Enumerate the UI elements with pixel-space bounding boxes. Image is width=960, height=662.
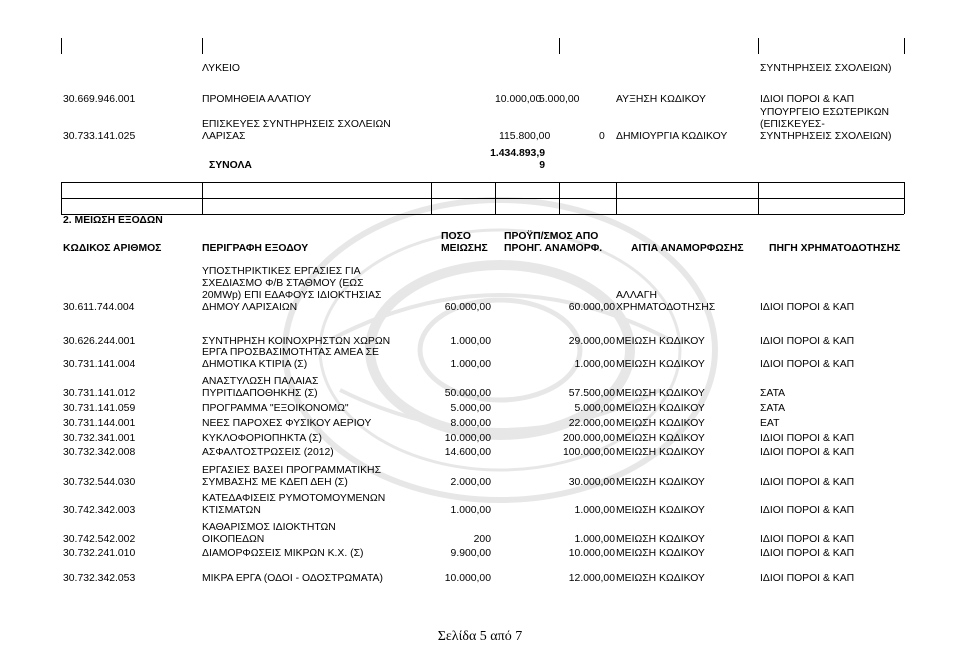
amount-cell: 1.000,00: [450, 359, 491, 371]
reason-cell: ΜΕΙΩΣΗ ΚΩΔΙΚΟΥ: [616, 447, 705, 459]
reason-cell: ΑΛΛΑΓΗ ΧΡΗΜΑΤΟΔΟΤΗΣΗΣ: [616, 290, 716, 314]
grid-vline: [61, 38, 62, 54]
section-title-row: [61, 213, 904, 227]
prev-budget-cell: 1.000,00: [574, 534, 615, 546]
desc-cell: ΚΑΤΕΔΑΦΙΣΕΙΣ ΡΥΜΟΤΟΜΟΥΜΕΝΩΝ ΚΤΙΣΜΑΤΩΝ: [202, 493, 386, 517]
amount-cell: 50.000,00: [444, 388, 491, 400]
section-title: 2. ΜΕΙΩΣΗ ΕΞΟΔΩΝ: [63, 215, 163, 227]
prev-budget-cell: 12.000,00: [568, 573, 615, 585]
funding-cell: ΙΔΙΟΙ ΠΟΡΟΙ & ΚΑΠ: [760, 573, 855, 585]
funding-cell: ΙΔΙΟΙ ΠΟΡΟΙ & ΚΑΠ: [760, 302, 855, 314]
funding-cell: ΙΔΙΟΙ ΠΟΡΟΙ & ΚΑΠ: [760, 477, 855, 489]
grid-vline: [559, 38, 560, 54]
table-row: [61, 571, 904, 585]
header-code: ΚΩΔΙΚΟΣ ΑΡΙΘΜΟΣ: [63, 243, 162, 255]
desc-cell: ΥΠΟΣΤΗΡΙΚΤΙΚΕΣ ΕΡΓΑΣΙΕΣ ΓΙΑ ΣΧΕΔΙΑΣΜΟ Φ/Β ΣΤΑΘΜΟΥ (ΕΩΣ 20MWp) ΕΠΙ ΕΔΑΦΟΥΣ ΙΔΙΟΚΤΗΣΙΑΣ ΔΗΜΟΥ ΛΑΡΙΣΑΙΩΝ: [202, 266, 382, 314]
reason-cell: ΜΕΙΩΣΗ ΚΩΔΙΚΟΥ: [616, 403, 705, 415]
header-amount: ΠΟΣΟ ΜΕΙΩΣΗΣ: [441, 231, 488, 255]
reason-cell: ΜΕΙΩΣΗ ΚΩΔΙΚΟΥ: [616, 505, 705, 517]
grid-vline: [904, 38, 905, 54]
table-row: [61, 519, 904, 546]
code-cell: 30.742.342.003: [63, 505, 136, 517]
table-row: [61, 415, 904, 430]
prev-budget-cell: 0: [599, 131, 605, 143]
funding-cell: ΣΑΤΑ: [760, 388, 786, 400]
amount-cell: 115.800,00: [499, 131, 551, 143]
grid-vline: [758, 38, 759, 54]
funding-cell: ΙΔΙΟΙ ΠΟΡΟΙ & ΚΑΠ: [760, 433, 855, 445]
grid-hline: [61, 198, 904, 199]
code-cell: 30.731.141.004: [63, 359, 136, 371]
funding-cell: ΣΥΝΤΗΡΗΣΕΙΣ ΣΧΟΛΕΙΩΝ): [760, 63, 892, 75]
desc-cell: ΠΡΟΓΡΑΜΜΑ "ΕΞΟΙΚΟΝΟΜΩ": [202, 403, 349, 415]
desc-cell: ΕΡΓΑΣΙΕΣ ΒΑΣΕΙ ΠΡΟΓΡΑΜΜΑΤΙΚΗΣ ΣΥΜΒΑΣΗΣ ΜΕ ΚΔΕΠ ΔΕΗ (Σ): [202, 465, 381, 489]
amount-cell: 9.900,00: [450, 548, 491, 560]
header-prev-budget: ΠΡΟΫΠ/ΣΜΟΣ ΑΠΟ ΠΡΟΗΓ. ΑΝΑΜΟΡΦ.: [504, 231, 603, 255]
page-number-footer: Σελίδα 5 από 7: [437, 629, 523, 644]
header-description: ΠΕΡΙΓΡΑΦΗ ΕΞΟΔΟΥ: [202, 243, 309, 255]
funding-cell: ΙΔΙΟΙ ΠΟΡΟΙ & ΚΑΠ: [760, 447, 855, 459]
table-row: [61, 490, 904, 517]
amount-cell: 2.000,00: [450, 477, 491, 489]
reason-cell: ΜΕΙΩΣΗ ΚΩΔΙΚΟΥ: [616, 548, 705, 560]
reason-cell: ΜΕΙΩΣΗ ΚΩΔΙΚΟΥ: [616, 573, 705, 585]
reason-cell: ΜΕΙΩΣΗ ΚΩΔΙΚΟΥ: [616, 418, 705, 430]
totals-value: 1.434.893,9 9: [490, 148, 545, 172]
prev-budget-cell: 10.000,00: [568, 548, 615, 560]
desc-cell: ΠΡΟΜΗΘΕΙΑ ΑΛΑΤΙΟΥ: [202, 94, 312, 106]
desc-cell: ΣΥΝΤΗΡΗΣΗ ΚΟΙΝΟΧΡΗΣΤΩΝ ΧΩΡΩΝ: [202, 336, 391, 348]
amount-cell: 14.600,00: [444, 447, 491, 459]
header-reason: ΑΙΤΙΑ ΑΝΑΜΟΡΦΩΣΗΣ: [631, 243, 744, 255]
funding-cell: ΙΔΙΟΙ ΠΟΡΟΙ & ΚΑΠ: [760, 548, 855, 560]
prev-budget-cell: 200.000,00: [562, 433, 615, 445]
grid-hline: [61, 182, 904, 183]
prev-budget-cell: 5.000,00: [574, 403, 615, 415]
table-row: [61, 92, 904, 106]
funding-cell: ΣΑΤΑ: [760, 403, 786, 415]
table-row: [61, 445, 904, 459]
code-cell: 30.731.141.059: [63, 403, 136, 415]
reason-cell: ΜΕΙΩΣΗ ΚΩΔΙΚΟΥ: [616, 433, 705, 445]
amount-cell: 10.000,00: [444, 573, 491, 585]
desc-cell: ΑΝΑΣΤΥΛΩΣΗ ΠΑΛΑΙΑΣ ΠΥΡΙΤΙΔΑΠΟΘΗΚΗΣ (Σ): [202, 376, 319, 400]
amount-cell: 10.000,00: [495, 94, 542, 106]
prev-budget-cell: 1.000,00: [574, 505, 615, 517]
table-row: [61, 430, 904, 445]
funding-cell: ΙΔΙΟΙ ΠΟΡΟΙ & ΚΑΠ: [760, 534, 855, 546]
table-row: [61, 348, 904, 371]
code-cell: 30.732.544.030: [63, 477, 136, 489]
code-cell: 30.731.144.001: [63, 418, 136, 430]
funding-cell: ΙΔΙΟΙ ΠΟΡΟΙ & ΚΑΠ: [760, 505, 855, 517]
amount-cell: 10.000,00: [444, 433, 491, 445]
desc-cell: ΕΠΙΣΚΕΥΕΣ ΣΥΝΤΗΡΗΣΕΙΣ ΣΧΟΛΕΙΩΝ ΛΑΡΙΣΑΣ: [202, 119, 391, 143]
reason-cell: ΜΕΙΩΣΗ ΚΩΔΙΚΟΥ: [616, 388, 705, 400]
reason-cell: ΔΗΜΙΟΥΡΓΙΑ ΚΩΔΙΚΟΥ: [616, 131, 728, 143]
funding-cell: ΥΠΟΥΡΓΕΙΟ ΕΣΩΤΕΡΙΚΩΝ (ΕΠΙΣΚΕΥΕΣ- ΣΥΝΤΗΡΗΣΕΙΣ ΣΧΟΛΕΙΩΝ): [760, 107, 892, 143]
prev-budget-cell: 30.000,00: [568, 477, 615, 489]
table-row: [61, 263, 904, 314]
prev-budget-cell: 22.000,00: [568, 418, 615, 430]
table-row: [61, 461, 904, 489]
table-row: [61, 334, 904, 348]
funding-cell: ΙΔΙΟΙ ΠΟΡΟΙ & ΚΑΠ: [760, 336, 855, 348]
desc-cell: ΛΥΚΕΙΟ: [202, 63, 240, 75]
table-row: [61, 106, 904, 143]
desc-cell: ΜΙΚΡΑ ΕΡΓΑ (ΟΔΟΙ - ΟΔΟΣΤΡΩΜΑΤΑ): [202, 573, 383, 585]
desc-cell: ΔΙΑΜΟΡΦΩΣΕΙΣ ΜΙΚΡΩΝ Κ.Χ. (Σ): [202, 548, 364, 560]
code-cell: 30.669.946.001: [63, 94, 136, 106]
code-cell: 30.732.341.001: [63, 433, 136, 445]
amount-cell: 1.000,00: [450, 505, 491, 517]
desc-cell: ΚΥΚΛΟΦΟΡΙΟΠΗΚΤΑ (Σ): [202, 433, 322, 445]
code-cell: 30.611.744.004: [63, 302, 135, 314]
code-cell: 30.626.244.001: [63, 336, 136, 348]
prev-budget-cell: 60.000,00: [568, 302, 615, 314]
table-row: [61, 375, 904, 400]
code-cell: 30.732.342.053: [63, 573, 136, 585]
desc-cell: ΚΑΘΑΡΙΣΜΟΣ ΙΔΙΟΚΤΗΤΩΝ ΟΙΚΟΠΕΔΩΝ: [202, 522, 336, 546]
prev-budget-cell: 29.000,00: [568, 336, 615, 348]
grid-vline: [904, 182, 905, 214]
desc-cell: ΕΡΓΑ ΠΡΟΣΒΑΣΙΜΟΤΗΤΑΣ ΑΜΕΑ ΣΕ ΔΗΜΟΤΙΚΑ ΚΤΙΡΙΑ (Σ): [202, 347, 379, 371]
desc-cell: ΑΣΦΑΛΤΟΣΤΡΩΣΕΙΣ (2012): [202, 447, 334, 459]
code-cell: 30.732.241.010: [63, 548, 136, 560]
prev-budget-cell: 5.000,00: [539, 94, 580, 106]
code-cell: 30.731.141.012: [63, 388, 136, 400]
code-cell: 30.733.141.025: [63, 131, 136, 143]
desc-cell: ΝΕΕΣ ΠΑΡΟΧΕΣ ΦΥΣΙΚΟΥ ΑΕΡΙΟΥ: [202, 418, 372, 430]
funding-cell: ΕΑΤ: [760, 418, 780, 430]
amount-cell: 1.000,00: [450, 336, 491, 348]
code-cell: 30.732.342.008: [63, 447, 136, 459]
amount-cell: 8.000,00: [450, 418, 491, 430]
grid-vline: [202, 38, 203, 54]
amount-cell: 60.000,00: [444, 302, 491, 314]
totals-row: [61, 144, 904, 172]
reason-cell: ΜΕΙΩΣΗ ΚΩΔΙΚΟΥ: [616, 534, 705, 546]
reason-cell: ΑΥΞΗΣΗ ΚΩΔΙΚΟΥ: [616, 94, 706, 106]
prev-budget-cell: 1.000,00: [574, 359, 615, 371]
amount-cell: 200: [473, 534, 491, 546]
prev-budget-cell: 57.500,00: [568, 388, 615, 400]
reason-cell: ΜΕΙΩΣΗ ΚΩΔΙΚΟΥ: [616, 477, 705, 489]
table-row: [61, 55, 904, 75]
table-row: [61, 400, 904, 415]
funding-cell: ΙΔΙΟΙ ΠΟΡΟΙ & ΚΑΠ: [760, 94, 855, 106]
reason-cell: ΜΕΙΩΣΗ ΚΩΔΙΚΟΥ: [616, 359, 705, 371]
table-header-row: [61, 227, 904, 255]
header-funding: ΠΗΓΗ ΧΡΗΜΑΤΟΔΟΤΗΣΗΣ: [769, 243, 901, 255]
table-row: [61, 546, 904, 560]
amount-cell: 5.000,00: [450, 403, 491, 415]
reason-cell: ΜΕΙΩΣΗ ΚΩΔΙΚΟΥ: [616, 336, 705, 348]
prev-budget-cell: 100.000,00: [562, 447, 615, 459]
funding-cell: ΙΔΙΟΙ ΠΟΡΟΙ & ΚΑΠ: [760, 359, 855, 371]
code-cell: 30.742.542.002: [63, 534, 136, 546]
totals-label: ΣΥΝΟΛΑ: [209, 160, 252, 172]
